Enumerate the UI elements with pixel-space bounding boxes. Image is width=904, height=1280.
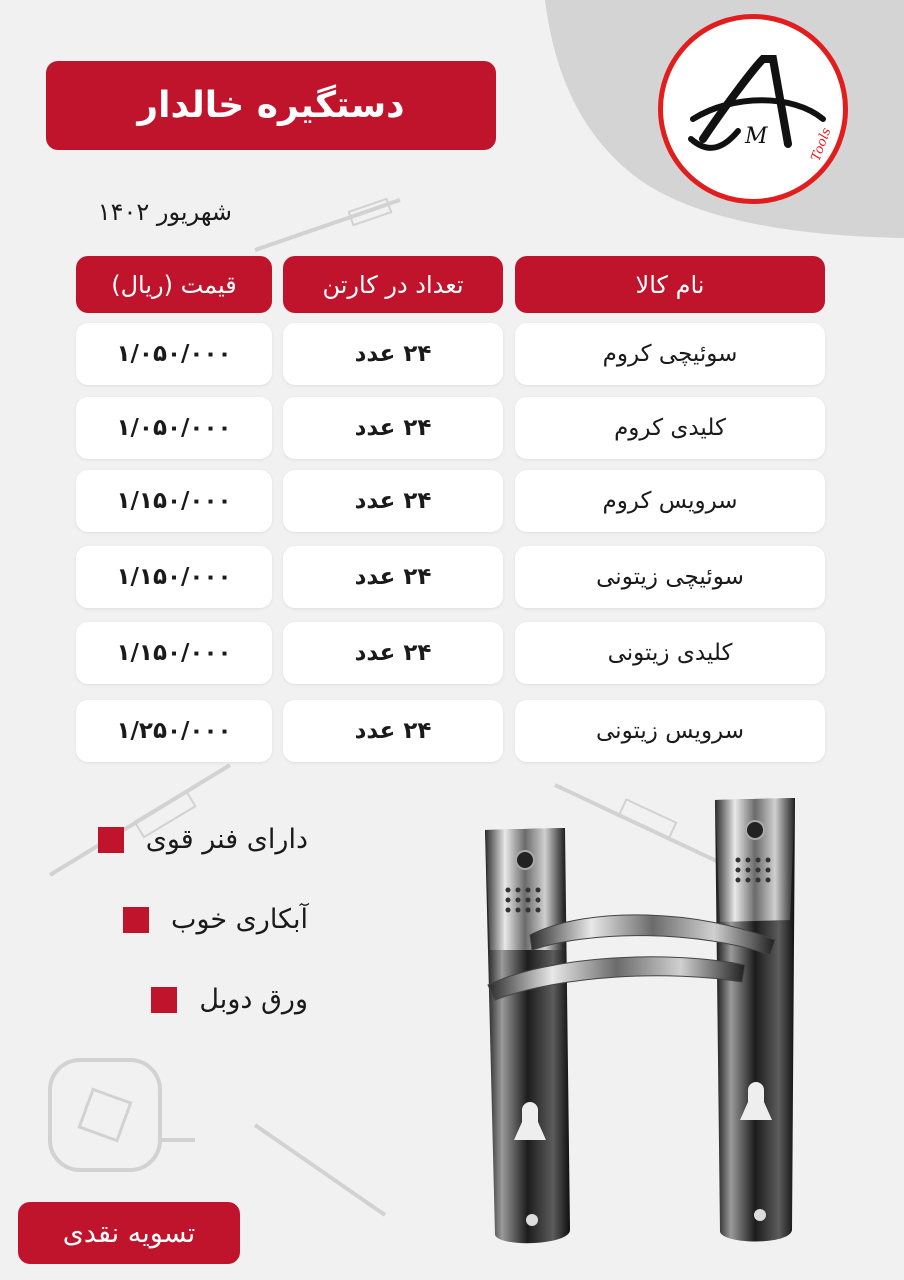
table-row-price: ۱/۰۵۰/۰۰۰ bbox=[76, 397, 272, 459]
column-header-product-name: نام کالا bbox=[515, 256, 825, 313]
page-title: دستگیره خالدار bbox=[46, 61, 496, 150]
logo-tag: Tools bbox=[808, 125, 835, 164]
table-row-qty: ۲۴ عدد bbox=[283, 470, 503, 532]
feature-label: آبکاری خوب bbox=[171, 904, 308, 935]
table-row-qty: ۲۴ عدد bbox=[283, 546, 503, 608]
square-bullet-icon bbox=[123, 907, 149, 933]
feature-label: ورق دوبل bbox=[199, 984, 308, 1015]
brand-logo bbox=[658, 14, 848, 204]
logo-letters: M bbox=[745, 124, 768, 149]
table-row-name: کلیدی کروم bbox=[515, 397, 825, 459]
table-row-qty: ۲۴ عدد bbox=[283, 397, 503, 459]
cash-settlement-badge: تسویه نقدی bbox=[18, 1202, 240, 1264]
table-row-name: سرویس کروم bbox=[515, 470, 825, 532]
square-bullet-icon bbox=[151, 987, 177, 1013]
screwdriver-watermark-icon bbox=[40, 760, 240, 880]
table-row-price: ۱/۱۵۰/۰۰۰ bbox=[76, 470, 272, 532]
tape-measure-watermark-icon bbox=[40, 1050, 200, 1180]
screwdriver-watermark-icon bbox=[250, 195, 410, 255]
door-handle-product-image bbox=[470, 790, 810, 1260]
feature-label: دارای فنر قوی bbox=[145, 824, 308, 855]
feature-item bbox=[151, 984, 308, 1015]
table-row-price: ۱/۰۵۰/۰۰۰ bbox=[76, 323, 272, 385]
table-row-qty: ۲۴ عدد bbox=[283, 323, 503, 385]
column-header-price: قیمت (ریال) bbox=[76, 256, 272, 313]
feature-item bbox=[98, 824, 308, 855]
square-bullet-icon bbox=[98, 827, 124, 853]
table-row-qty: ۲۴ عدد bbox=[283, 700, 503, 762]
table-row-price: ۱/۱۵۰/۰۰۰ bbox=[76, 546, 272, 608]
screwdriver-watermark-icon bbox=[250, 1120, 390, 1220]
table-row-name: کلیدی زیتونی bbox=[515, 622, 825, 684]
column-header-carton-qty: تعداد در کارتن bbox=[283, 256, 503, 313]
table-row-name: سوئیچی زیتونی bbox=[515, 546, 825, 608]
table-row-price: ۱/۱۵۰/۰۰۰ bbox=[76, 622, 272, 684]
table-row-name: سوئیچی کروم bbox=[515, 323, 825, 385]
am-tools-logo-icon bbox=[663, 19, 843, 199]
date-label: شهریور ۱۴۰۲ bbox=[97, 198, 232, 226]
feature-item bbox=[123, 904, 308, 935]
table-row-name: سرویس زیتونی bbox=[515, 700, 825, 762]
table-row-price: ۱/۲۵۰/۰۰۰ bbox=[76, 700, 272, 762]
table-row-qty: ۲۴ عدد bbox=[283, 622, 503, 684]
